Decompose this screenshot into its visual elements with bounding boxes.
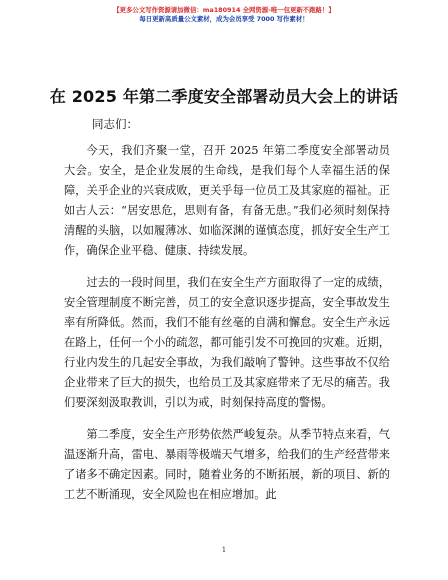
paragraph-3: 第二季度，安全生产形势依然严峻复杂。从季节特点来看，气温逐渐升高，雷电、暴雨等极端天气增多，给我们的生产经营带来了诸多不确定因素。同时，随着业务的不断拓展，新的项目、新的工艺不断涌现，安全风险也在相应增加。此: [64, 428, 390, 501]
document-title: 在 2025 年第二季度安全部署动员大会上的讲话: [49, 87, 399, 106]
document-body: [64, 141, 390, 517]
paragraph-2: 过去的一段时间里，我们在安全生产方面取得了一定的成绩，安全管理制度不断完善，员工的安全意识逐步提高，安全事故发生率有所降低。然而，我们不能有丝毫的自满和懈怠。安全生产永远在路上，任何一个小的疏忽，都可能引发不可挽回的灾难。近期，行业内发生的几起安全事故，为我们敲响了警钟。这些事故不仅给企业带来了巨大的损失，也给员工及其家庭带来了无尽的痛苦。我们要深刻汲取教训，引以为戒，时刻保持高度的警惕。: [64, 276, 390, 409]
page-number: 1: [221, 546, 227, 554]
salutation: 同志们：: [92, 117, 138, 131]
banner-line-2: 每日更新高质量公文素材，成为会员享受 7000 写作素材！: [139, 15, 309, 23]
paragraph-1: 今天，我们齐聚一堂，召开 2025 年第二季度安全部署动员大会。安全，是企业发展的生命线，是我们每个人幸福生活的保障，关乎企业的兴衰成败，更关乎每一位员工及其家庭的福祉。正如古人云：“居安思危，思则有备，有备无患。”我们必须时刻保持清醒的头脑，以如履薄冰、如临深渊的谨慎态度，抓好安全生产工作，确保企业平稳、健康、持续发展。: [64, 144, 390, 257]
header-banner: [0, 6, 448, 24]
banner-line-1: 【更多公文写作资源请加微信：ma180914 全网资源-唯一包更新不跑路！】: [113, 6, 335, 14]
